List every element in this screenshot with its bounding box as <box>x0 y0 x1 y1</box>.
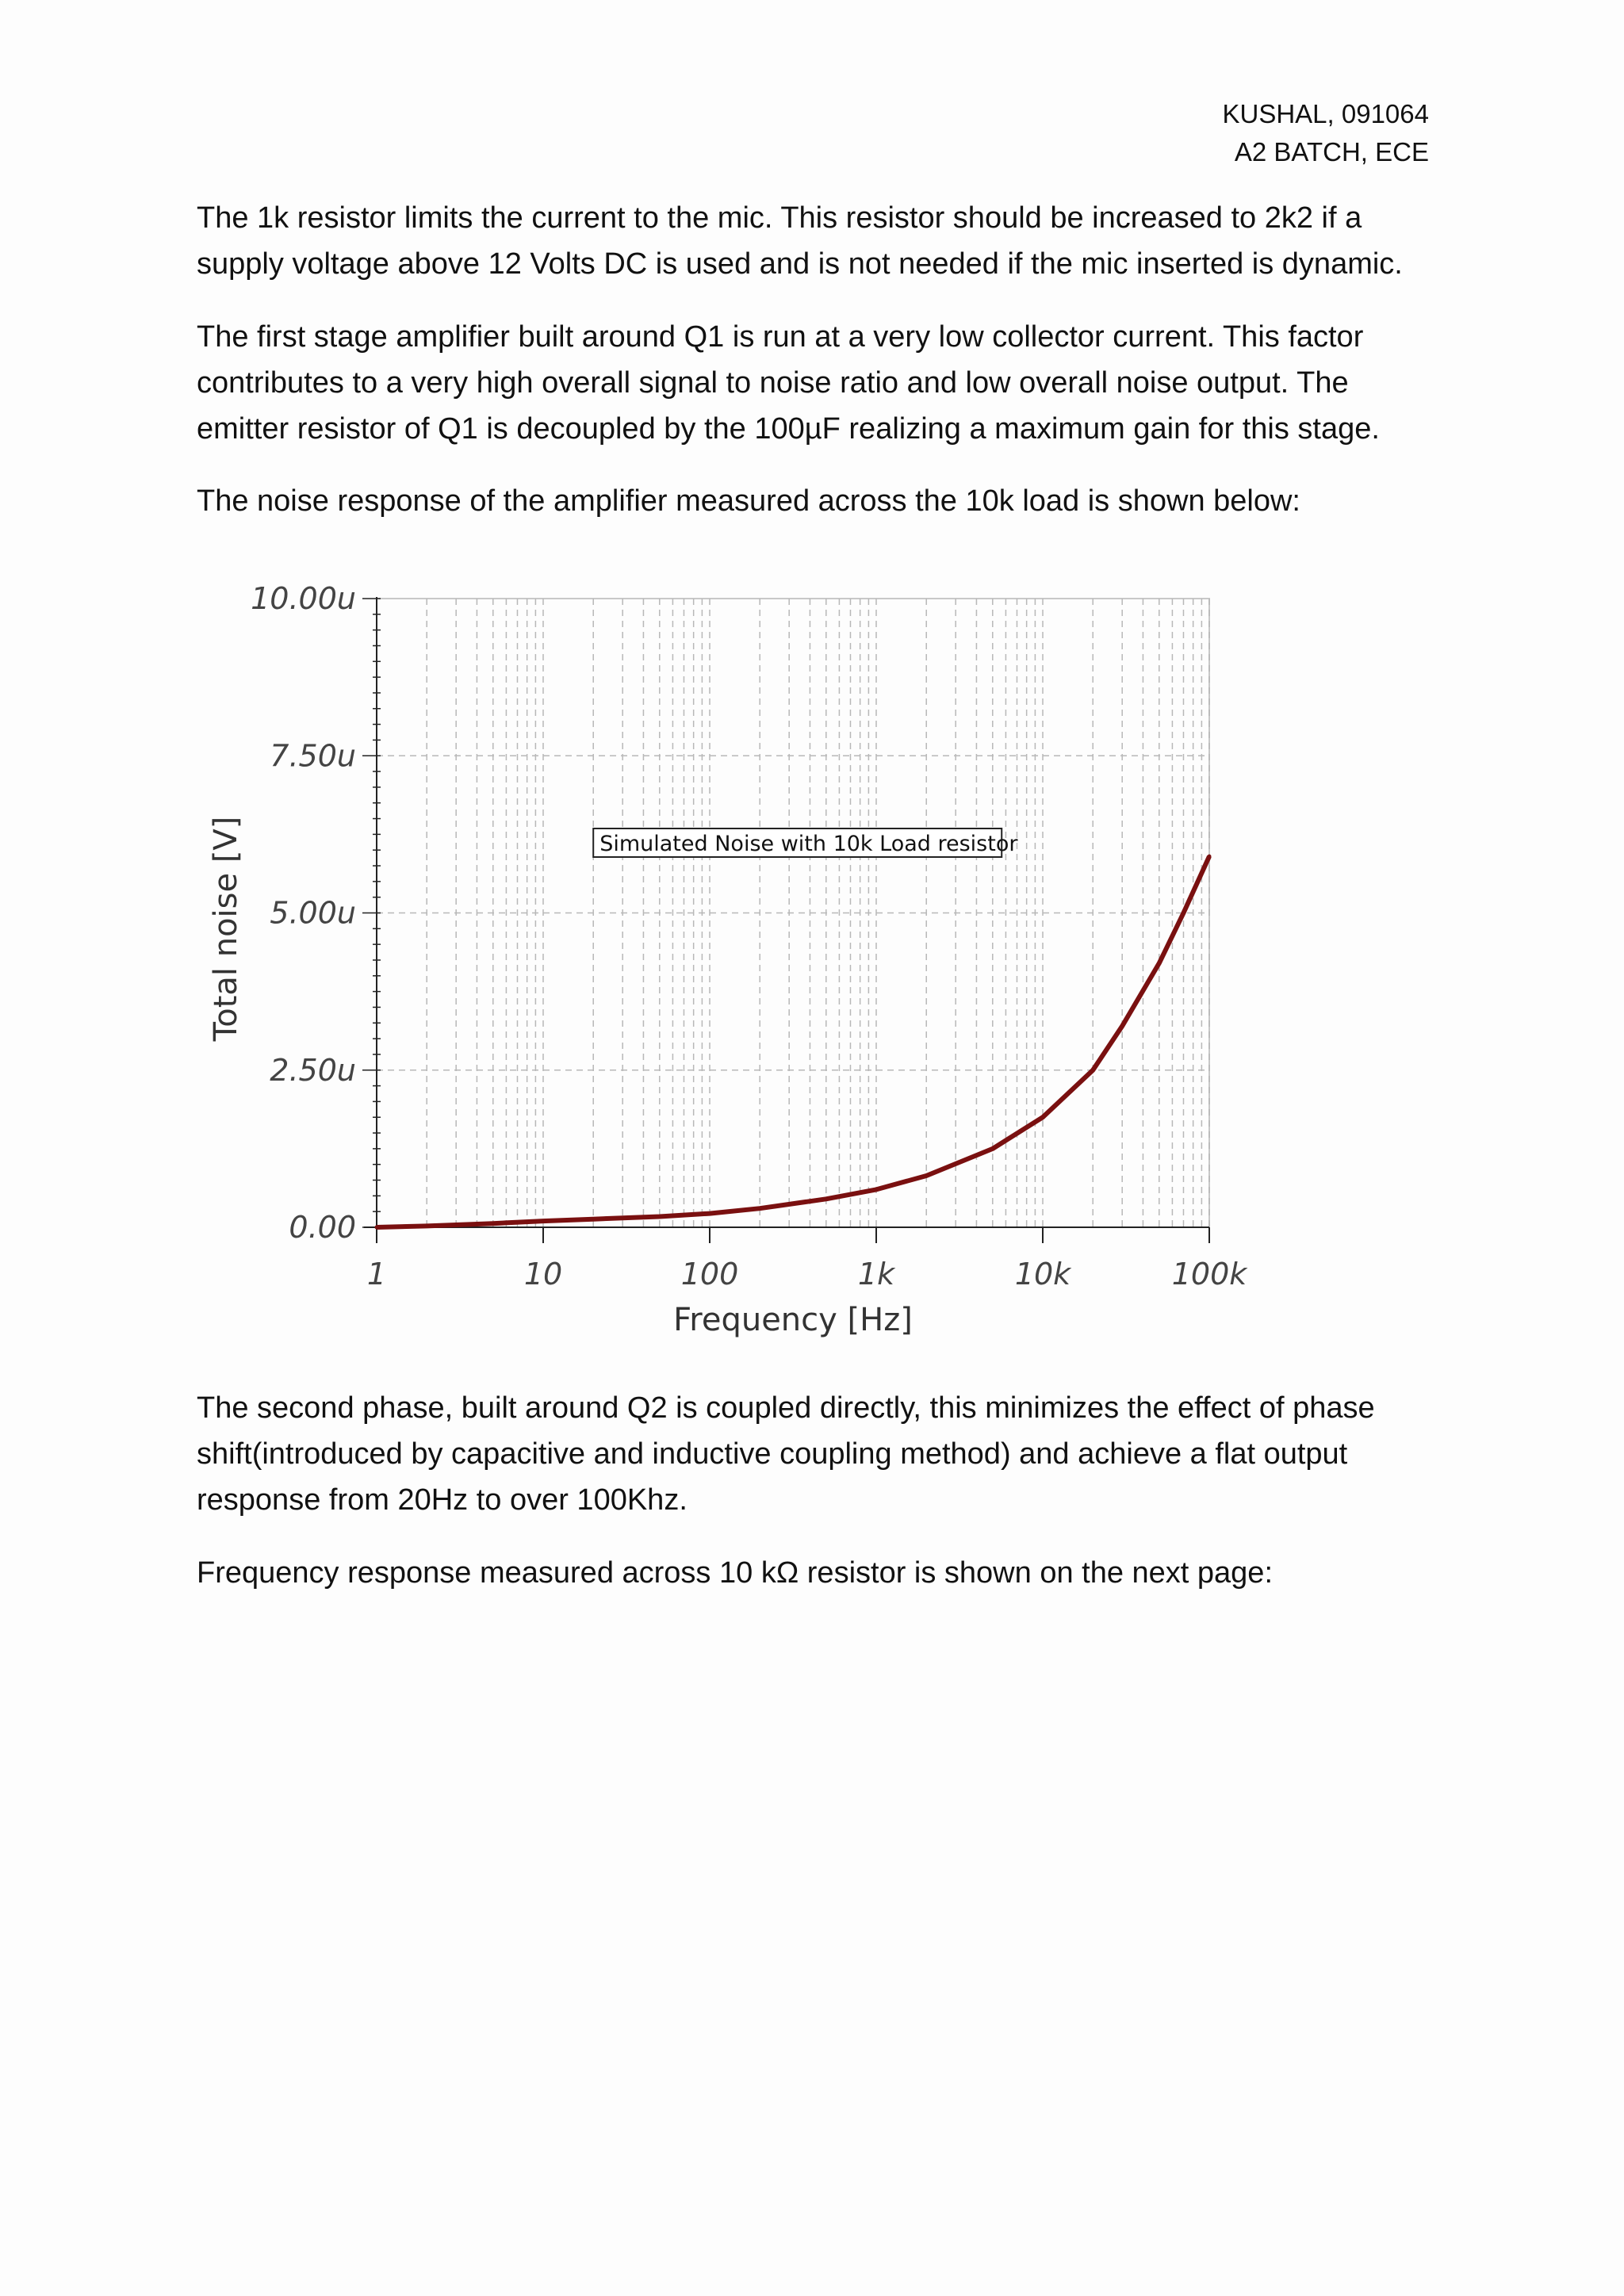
data-point <box>1091 1068 1095 1072</box>
paragraph-noise-intro: The noise response of the amplifier measured across the 10k load is shown below: <box>197 484 1300 518</box>
chart-labels <box>208 581 1248 1338</box>
data-point <box>1157 961 1161 965</box>
noise-response-chart <box>190 571 1300 1348</box>
data-point <box>1041 1115 1045 1119</box>
chart-grid <box>377 599 1209 1227</box>
data-point <box>875 1188 879 1192</box>
x-tick-label: 1k <box>857 1257 895 1292</box>
data-point <box>990 1146 994 1150</box>
paragraph-resistor: The 1k resistor limits the current to the mic. This resistor should be increased to 2k2 if a supply voltage above 12 Volts DC is used and is not needed if the mic inserted is dynamic. <box>197 201 1403 281</box>
x-tick-label: 100k <box>1171 1257 1247 1292</box>
author-line: KUSHAL, 091064 <box>1222 99 1429 128</box>
data-point <box>925 1173 929 1177</box>
data-point <box>708 1211 712 1215</box>
x-tick-label: 10 <box>523 1257 563 1292</box>
x-axis-title: Frequency [Hz] <box>673 1302 913 1338</box>
data-point <box>425 1224 429 1228</box>
chart-axes <box>362 597 1209 1243</box>
paragraph-first-stage: The first stage amplifier built around Q1 is run at a very low collector current. This factor contributes to a very high overall signal to noise ratio and low overall noise output. The emitter resistor of Q1 is decoupled by the 100µF realizing a maximum gain for this stage. <box>197 320 1380 446</box>
y-tick-label: 10.00u <box>251 581 356 616</box>
paragraph-second-phase: The second phase, built around Q2 is coupled directly, this minimizes the effect of phase shift(introduced by capacitive and inductive coupling method) and achieve a flat output response from 20Hz to over 100Khz. <box>197 1391 1375 1517</box>
paragraph-frequency-intro: Frequency response measured across 10 kΩ resistor is shown on the next page: <box>197 1556 1273 1590</box>
chart-annotation: Simulated Noise with 10k Load resistor <box>599 832 1018 856</box>
noise-curve <box>377 856 1209 1227</box>
data-point <box>592 1217 596 1221</box>
x-tick-label: 1 <box>366 1257 387 1292</box>
data-point <box>824 1197 828 1201</box>
document-header <box>1222 95 1429 171</box>
data-point <box>1208 855 1212 859</box>
data-point <box>491 1222 495 1226</box>
data-point <box>1182 911 1185 915</box>
data-point <box>375 1226 379 1230</box>
data-point <box>657 1215 661 1219</box>
data-point <box>1120 1024 1124 1028</box>
x-tick-label: 10k <box>1014 1257 1071 1292</box>
y-tick-label: 7.50u <box>270 738 356 774</box>
y-axis-title: Total noise [V] <box>208 816 244 1042</box>
x-tick-label: 100 <box>680 1257 739 1292</box>
chart-series <box>375 855 1212 1230</box>
y-tick-label: 0.00 <box>289 1210 356 1245</box>
y-tick-label: 2.50u <box>270 1052 356 1088</box>
y-tick-label: 5.00u <box>270 895 356 931</box>
data-point <box>758 1207 762 1211</box>
data-point <box>542 1219 546 1223</box>
batch-line: A2 BATCH, ECE <box>1234 137 1429 166</box>
